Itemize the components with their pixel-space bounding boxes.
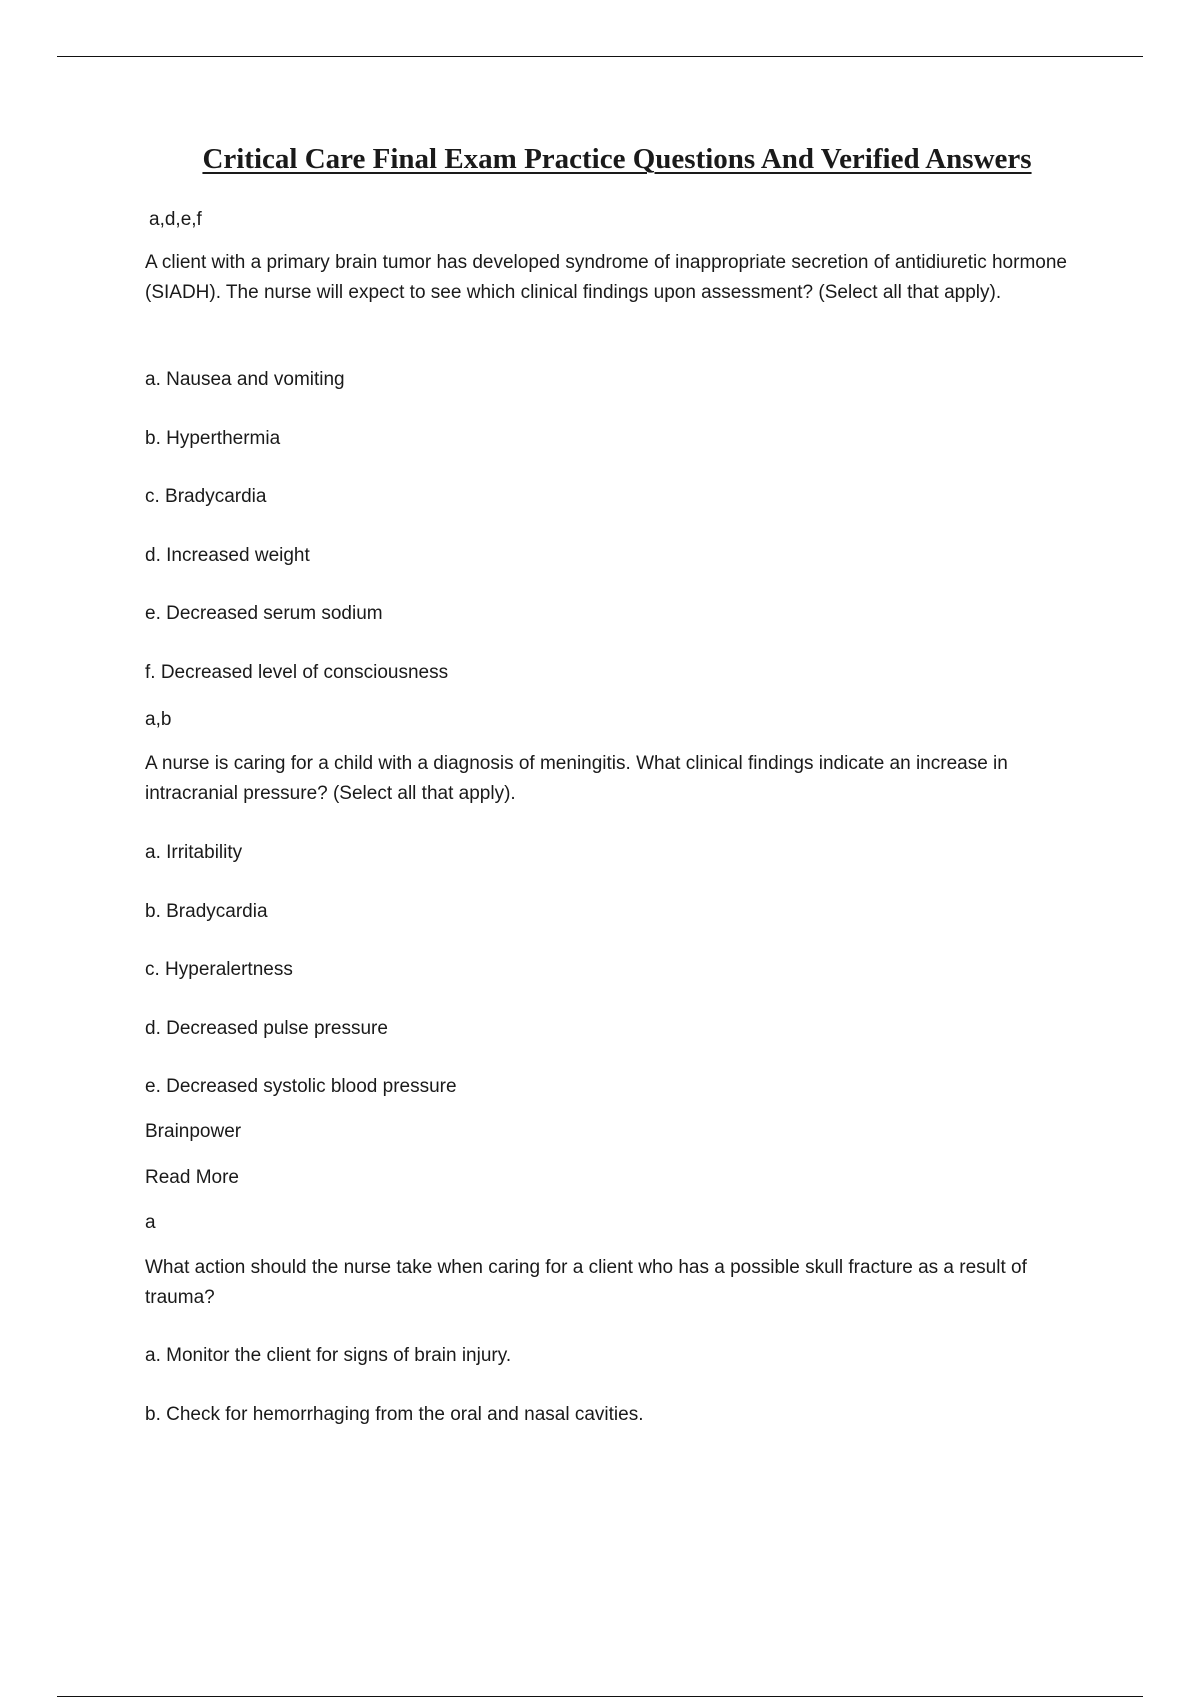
question-2-option-c: c. Hyperalertness	[145, 959, 293, 980]
question-2-option-e: e. Decreased systolic blood pressure	[145, 1076, 457, 1097]
question-2: A nurse is caring for a child with a diagnosis of meningitis. What clinical findings indicate an increase in intracranial pressure? (Select all that apply).	[145, 753, 1008, 804]
answer-key-2: a,b	[145, 709, 172, 730]
question-3-option-b: b. Check for hemorrhaging from the oral and nasal cavities.	[145, 1404, 644, 1425]
question-1-option-c: c. Bradycardia	[145, 486, 267, 507]
note-read-more: Read More	[145, 1167, 239, 1188]
question-2-option-b: b. Bradycardia	[145, 901, 268, 922]
answer-key-1: a,d,e,f	[149, 209, 202, 230]
question-1: A client with a primary brain tumor has developed syndrome of inappropriate secretion of antidiuretic hormone (SIADH). The nurse will expect to see which clinical findings upon assessment? (Select all that apply).	[145, 252, 1067, 303]
question-1-option-d: d. Increased weight	[145, 545, 310, 566]
answer-key-3: a	[145, 1212, 156, 1233]
note-brainpower: Brainpower	[145, 1121, 242, 1142]
bottom-rule	[57, 1696, 1143, 1697]
question-1-option-a: a. Nausea and vomiting	[145, 369, 345, 390]
top-rule	[57, 56, 1143, 57]
question-2-option-d: d. Decreased pulse pressure	[145, 1018, 388, 1039]
document-title: Critical Care Final Exam Practice Questions And Verified Answers	[202, 143, 1032, 175]
question-3: What action should the nurse take when caring for a client who has a possible skull fracture as a result of trauma?	[145, 1257, 1027, 1308]
question-1-option-f: f. Decreased level of consciousness	[145, 662, 449, 683]
question-1-option-b: b. Hyperthermia	[145, 428, 281, 449]
question-3-option-a: a. Monitor the client for signs of brain injury.	[145, 1345, 512, 1366]
question-2-option-a: a. Irritability	[145, 842, 243, 863]
question-1-option-e: e. Decreased serum sodium	[145, 603, 383, 624]
